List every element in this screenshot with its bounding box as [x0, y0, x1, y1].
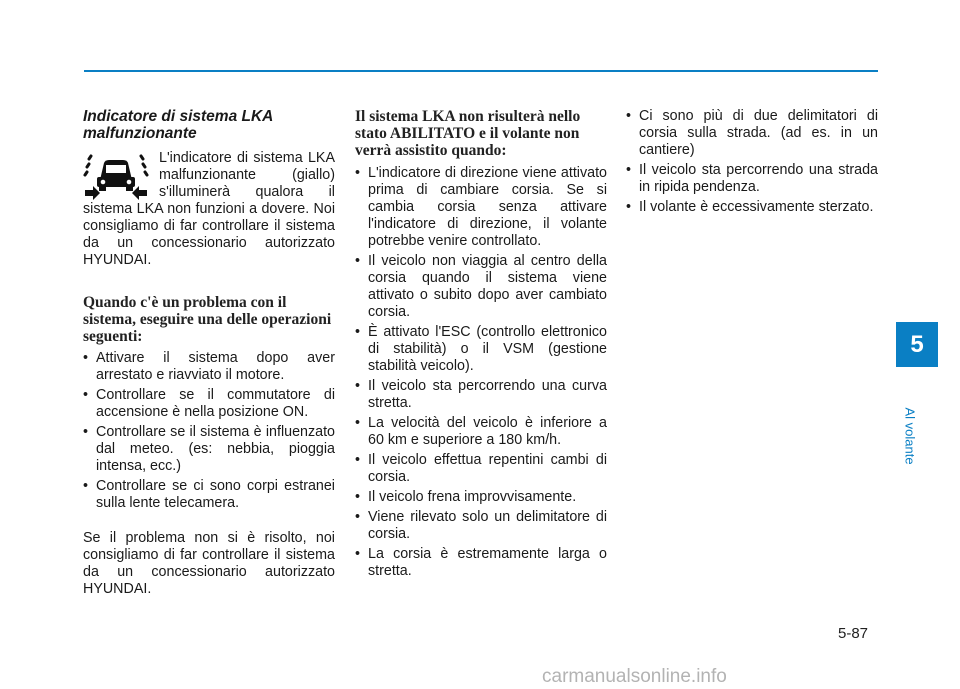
top-rule — [84, 70, 878, 72]
lka-malfunction-description: L'indicatore di sistema LKA malfunzionante (giallo) s'illuminerà qualora il sistema LKA non funzioni a dovere. Noi consigliamo di far controllare il sistema da un concessionario autorizzato HYUNDAI. — [83, 150, 335, 268]
list-item: • L'indicatore di direzione viene attivato prima di cambiare corsia. Se si cambia corsia senza attivare l'indicatore di direzione, il volante potrebbe venire controllato. — [355, 165, 607, 249]
chapter-title: Al volante — [902, 407, 918, 465]
problem-actions-list — [83, 350, 335, 512]
list-item: • Viene rilevato solo un delimitatore di corsia. — [355, 509, 607, 542]
lka-not-enabled-conditions — [355, 165, 607, 580]
section-heading-lka-malfunction: Indicatore di sistema LKA malfunzionante — [83, 108, 273, 142]
list-item: • La velocità del veicolo è inferiore a 60 km e superiore a 180 km/h. — [355, 415, 607, 448]
list-item: • La corsia è estremamente larga o stretta. — [355, 546, 607, 579]
chapter-number: 5 — [910, 330, 924, 358]
list-item: • Controllare se ci sono corpi estranei sulla lente telecamera. — [83, 478, 335, 511]
column-1 — [83, 108, 335, 598]
list-item: • Il veicolo effettua repentini cambi di corsia. — [355, 452, 607, 485]
watermark: carmanualsonline.info — [542, 666, 727, 687]
list-item: • Ci sono più di due delimitatori di corsia sulla strada. (ad es. in un cantiere) — [626, 108, 878, 158]
problem-heading: Quando c'è un problema con il sistema, eseguire una delle operazioni seguenti: — [83, 294, 332, 345]
list-item: • Il veicolo sta percorrendo una strada in ripida pendenza. — [626, 162, 878, 195]
list-item: • Il veicolo frena improvvisamente. — [355, 489, 577, 505]
lka-malfunction-icon — [83, 150, 149, 201]
list-item: • Controllare se il commutatore di accensione è nella posizione ON. — [83, 387, 335, 420]
lka-intro-block — [83, 150, 335, 269]
lka-not-enabled-conditions-continued — [626, 108, 878, 216]
list-item: • Attivare il sistema dopo aver arrestato e riavviato il motore. — [83, 350, 335, 383]
list-item: • Controllare se il sistema è influenzato dal meteo. (es: nebbia, pioggia intensa, ecc.) — [83, 424, 335, 474]
column-2 — [355, 108, 607, 583]
closing-paragraph: Se il problema non si è risolto, noi consigliamo di far controllare il sistema da un concessionario autorizzato HYUNDAI. — [83, 530, 335, 597]
chapter-tab — [896, 322, 938, 367]
list-item: • Il veicolo non viaggia al centro della corsia quando il sistema viene attivato o subito dopo aver cambiato corsia. — [355, 253, 607, 320]
column-3 — [626, 108, 878, 219]
list-item: • Il veicolo sta percorrendo una curva stretta. — [355, 378, 607, 411]
lka-not-enabled-heading: Il sistema LKA non risulterà nello stato ABILITATO e il volante non verrà assistito quando: — [355, 108, 581, 159]
list-item: • È attivato l'ESC (controllo elettronico di stabilità) o il VSM (gestione stabilità veicolo). — [355, 324, 607, 374]
list-item: • Il volante è eccessivamente sterzato. — [626, 199, 874, 215]
page-number: 5-87 — [838, 625, 869, 642]
